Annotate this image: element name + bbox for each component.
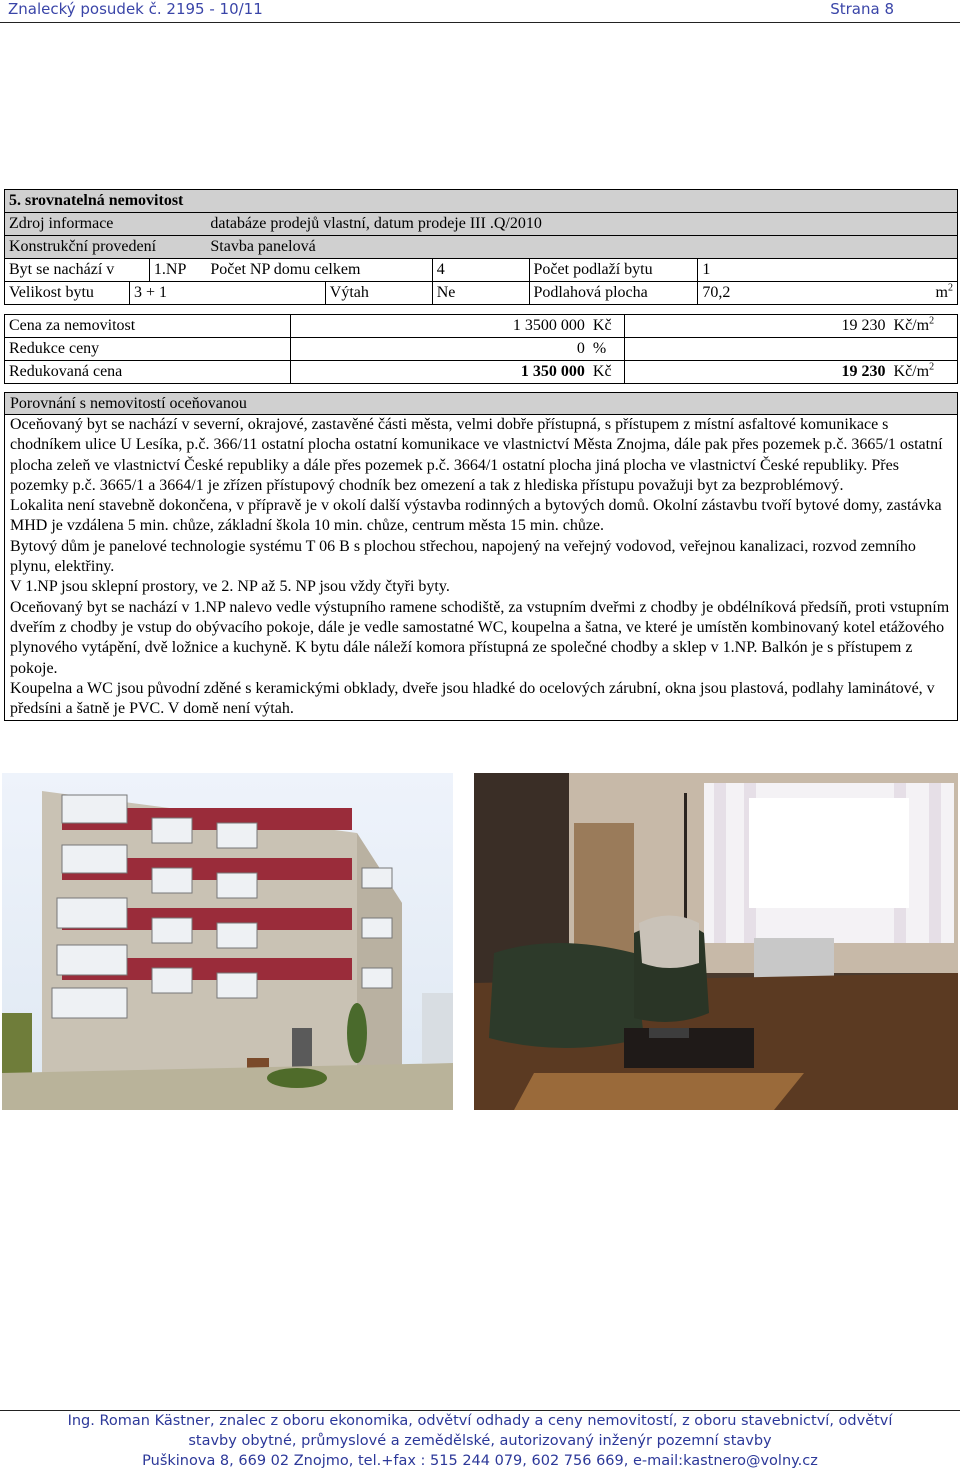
reduced-unit: Kč (589, 361, 625, 384)
comparison-section (4, 392, 958, 721)
flat-floors-label: Počet podlaží bytu (529, 259, 698, 282)
property-info-table (4, 189, 958, 305)
paragraph-location: Oceňovaný byt se nachází v severní, okrajové, zastavěné části města, velmi dobře přístupná, s přístupem z místní asfaltové komunikace s chodníkem ulice U Lesíka, p.č. 366/11 ostatní plocha ostatní komunikace ve vlastnictví Města Znojma, dále pak přes pozemek p.č. 3665/1 ostatní plocha zeleň ve vlastnictví České republiky a dále přes pozemek p.č. 3664/1 ostatní plocha jiná plocha ve vlastnictví České republiky. Přes pozemky p.č. 3665/1 a 3664/1 je zřízen přístupový chodník bez omezení a tak z hlediska přístupu považuji byt za bezproblémový. (10, 416, 943, 494)
lift-value: Ne (432, 282, 529, 305)
price-label: Cena za nemovitost (5, 315, 291, 338)
comparison-text (5, 415, 957, 720)
paragraph-building: Bytový dům je panelové technologie systému T 06 B s plochou střechou, napojený na veřejný vodovod, veřejnou kanalizaci, rozvod zemního plynu, elektřiny. (10, 537, 916, 576)
floors-value: 4 (432, 259, 529, 282)
size-label: Velikost bytu (5, 282, 130, 305)
location-value: 1.NP (149, 259, 206, 282)
source-label: Zdroj informace (5, 213, 207, 236)
comparable-title: 5. srovnatelná nemovitost (5, 190, 958, 213)
price-unit: Kč (589, 315, 625, 338)
paragraph-finishes: Koupelna a WC jsou původní zděné s keramickými obklady, dveře jsou hladké do ocelových zárubní, okna jsou plastová, podlahy laminátové, v předsíni a šatně je PVC. V domě není výtah. (10, 679, 935, 718)
footer-line-3: Puškinova 8, 669 02 Znojmo, tel.+fax : 515 244 079, 602 756 669, e-mail:kastnero@volny.cz (142, 1453, 818, 1469)
source-value: databáze prodejů vlastní, datum prodeje III .Q/2010 (206, 213, 957, 236)
flat-floors-value: 1 (698, 259, 958, 282)
building-photo (2, 773, 453, 1110)
price-table (4, 314, 958, 384)
area-unit: $m^2$ (925, 282, 957, 305)
reduced-label: Redukovaná cena (5, 361, 291, 384)
price-value: 1 3500 000 (290, 315, 589, 338)
footer-line-2: stavby obytné, průmyslové a zemědělské, autorizovaný inženýr pozemní stavby (188, 1433, 772, 1449)
construction-value: Stavba panelová (206, 236, 957, 259)
paragraph-surroundings: Lokalita není stavebně dokončena, v přípravě je v okolí další výstavba rodinných a bytových domů. Okolní zástavbu tvoří bytové domy, zastávka MHD je vzdálena 5 min. chůze, základní škola 10 min. chůze, centrum města 15 min. chůze. (10, 497, 942, 535)
construction-label: Konstrukční provedení (5, 236, 207, 259)
reduction-unit: % (589, 338, 625, 361)
paragraph-layout: Oceňovaný byt se nachází v 1.NP nalevo vedle výstupního ramene schodiště, za vstupním dveřmi z chodby je obdélníková předsíň, proti vstupním dveřím z chodby je vstup do obývacího pokoje, dále je vedle samostatné WC, koupelna a šatna, ve které je umístěn kombinovaný kotel etážového plynového vytápění, dvě ložnice a kuchyně. K bytu dále náleží komora přístupná ze společné chodby a sklep v 1.NP. Balkón je s přístupem z pokoje. (10, 598, 950, 677)
page-number: Strana 8 (830, 0, 894, 18)
page-header (0, 0, 960, 23)
document-title: Znalecký posudek č. 2195 - 10/11 (8, 0, 263, 18)
area-label: Podlahová plocha (529, 282, 698, 305)
lift-label: Výtah (325, 282, 432, 305)
comparison-heading: Porovnání s nemovitostí oceňovanou (5, 393, 957, 415)
page-footer (0, 1410, 960, 1471)
interior-photo (474, 773, 958, 1110)
size-value: 3 + 1 (129, 282, 325, 305)
floors-label: Počet NP domu celkem (206, 259, 432, 282)
area-value: 70,2 (698, 282, 926, 305)
reduced-value: 1 350 000 (290, 361, 589, 384)
footer-line-1: Ing. Roman Kästner, znalec z oboru ekonomika, odvětví odhady a ceny nemovitostí, z oboru stavebnictví, odvětví (67, 1413, 893, 1429)
location-label: Byt se nachází v (5, 259, 150, 282)
price-per-m2-unit: $Kč/m^2$ (890, 315, 958, 338)
reduction-value: 0 (290, 338, 589, 361)
reduced-per-m2-unit: $Kč/m^2$ (890, 361, 958, 384)
reduction-label: Redukce ceny (5, 338, 291, 361)
paragraph-floors: V 1.NP jsou sklepní prostory, ve 2. NP až 5. NP jsou vždy čtyři byty. (10, 578, 450, 596)
reduced-per-m2: 19 230 (625, 361, 890, 384)
price-per-m2: 19 230 (625, 315, 890, 338)
